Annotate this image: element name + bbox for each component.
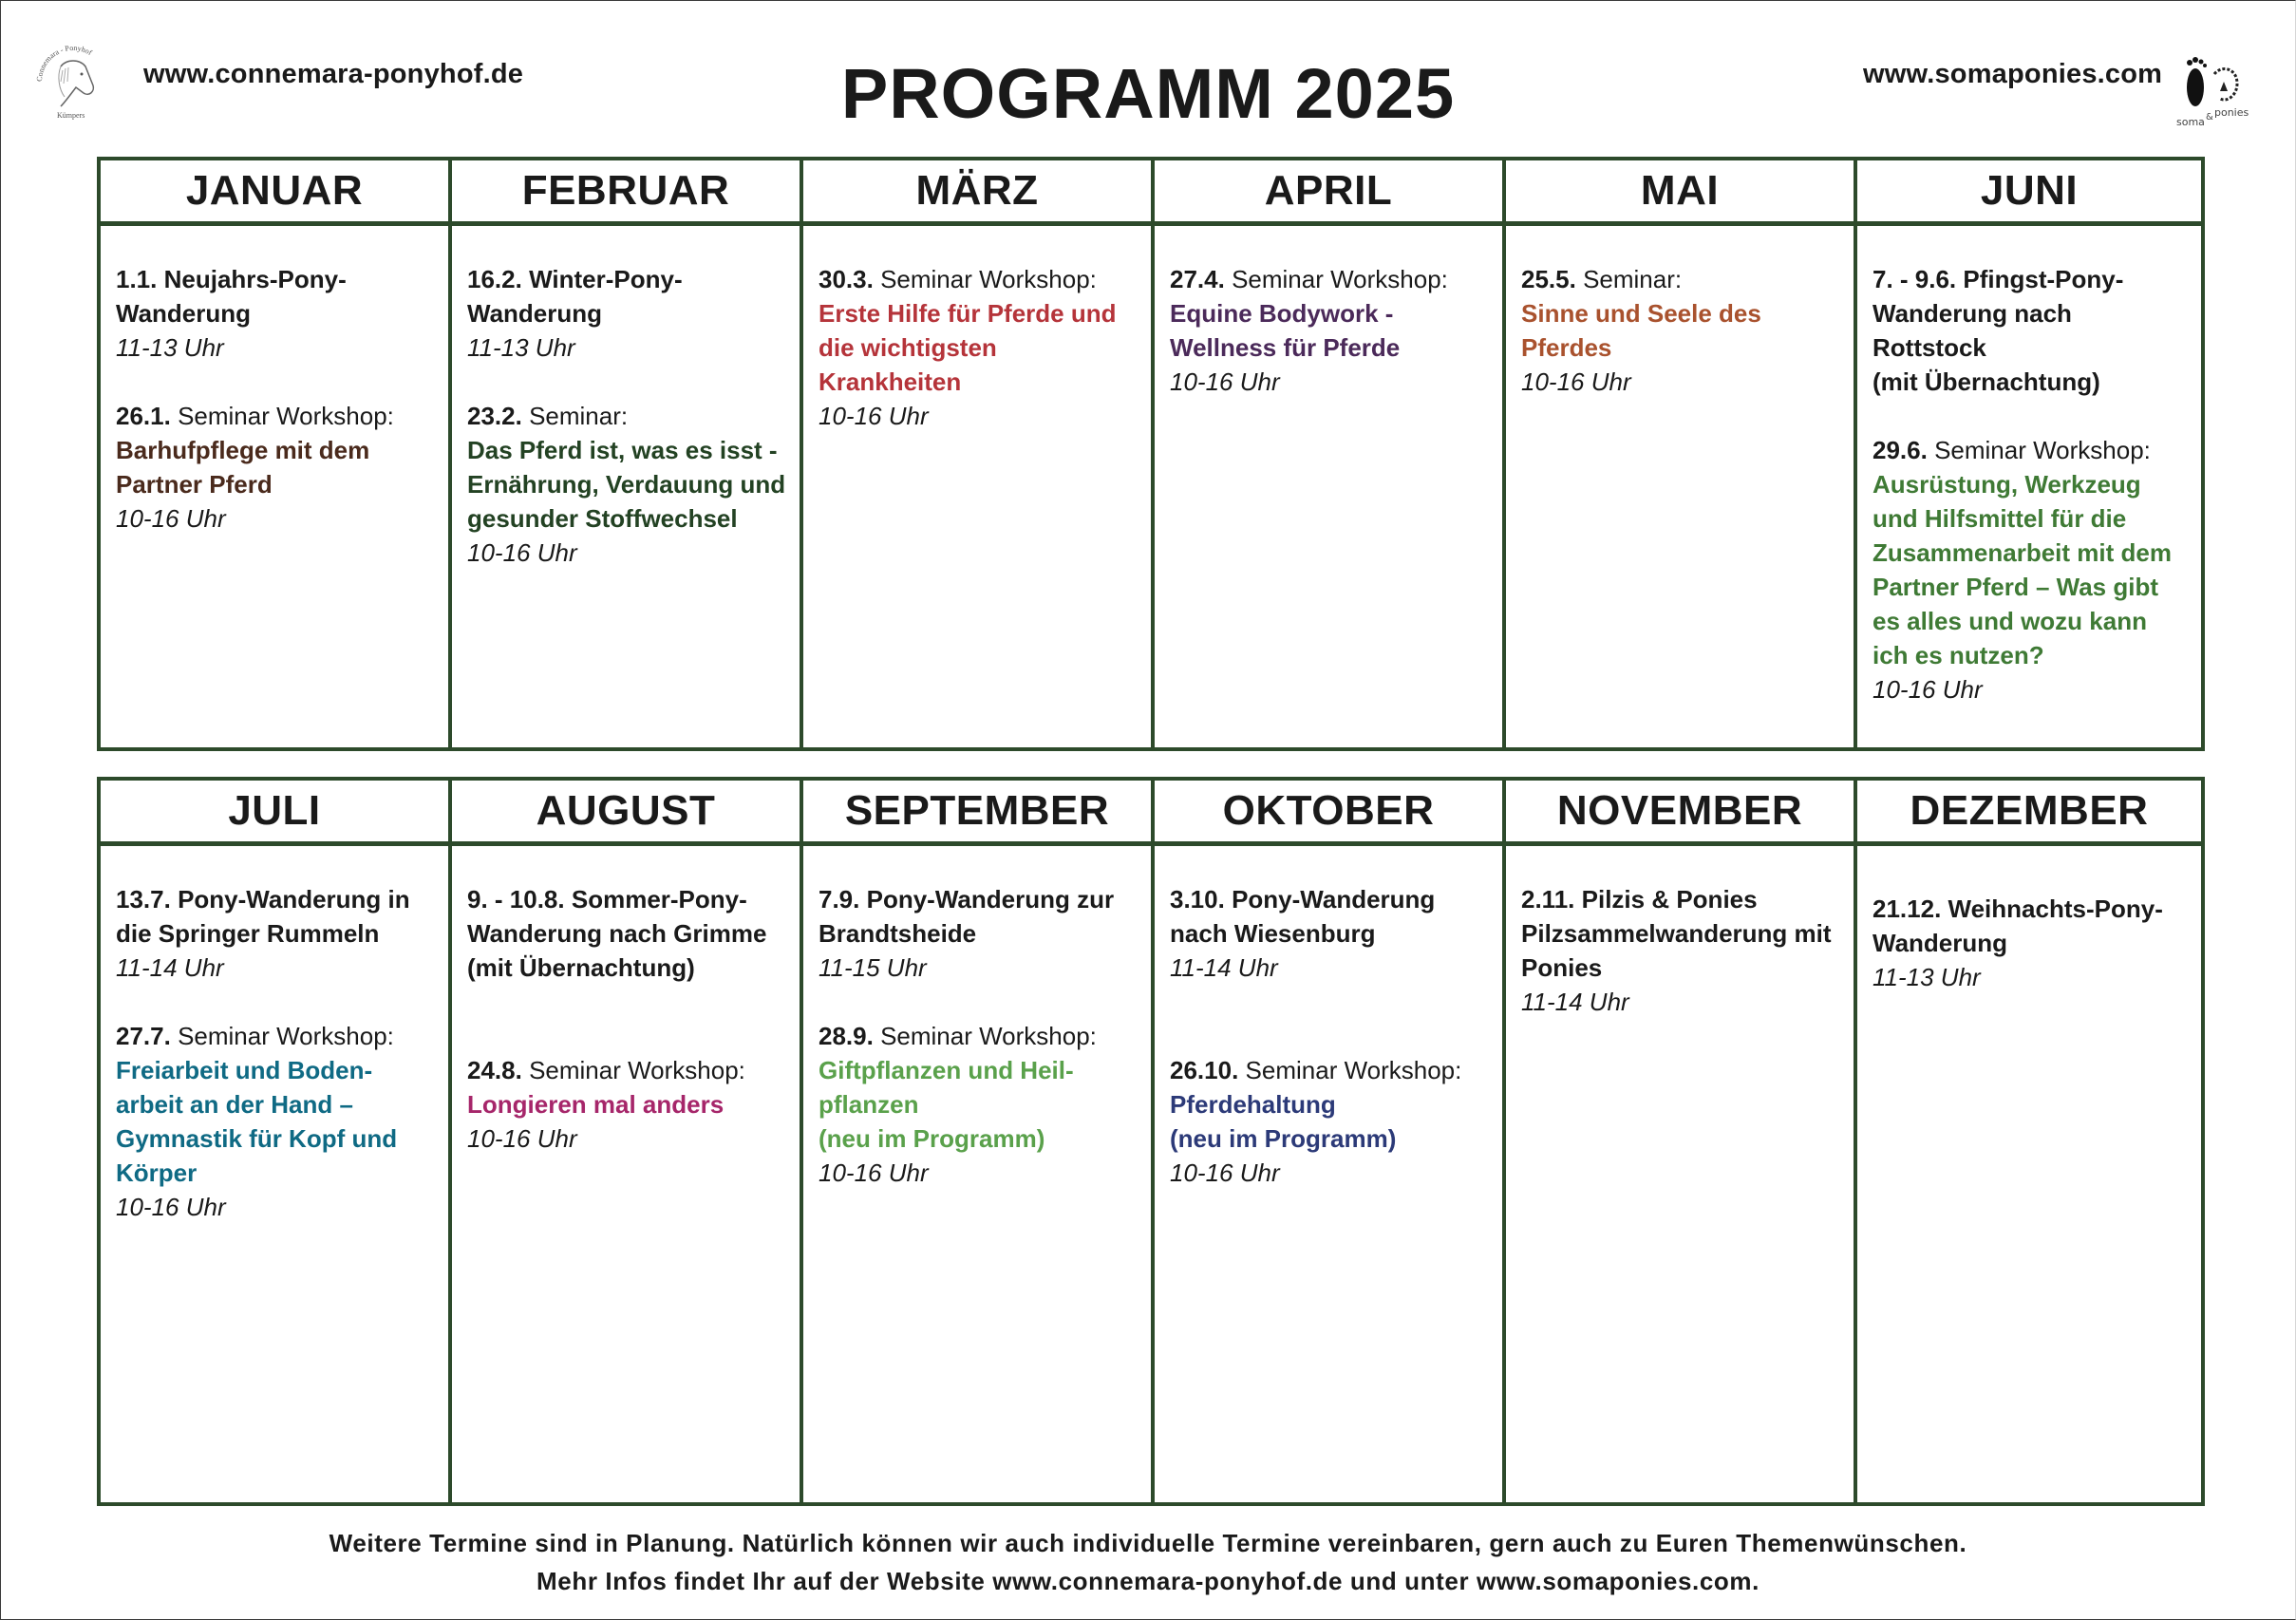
month-body <box>452 846 800 1506</box>
event-time: 11-14 Uhr <box>1521 988 1629 1016</box>
event-item <box>1873 892 2188 994</box>
event-topic: Sinne und Seele des Pferdes <box>1521 299 1761 362</box>
month-juni <box>1854 157 2205 751</box>
event-date: 23.2. <box>467 402 522 430</box>
event-time: 11-13 Uhr <box>1873 963 1981 991</box>
event-time: 10-16 Uhr <box>467 538 577 567</box>
month-body <box>1506 226 1854 751</box>
event-date: 26.1. <box>116 402 171 430</box>
event-time: 11-13 Uhr <box>467 333 575 362</box>
event-time: 10-16 Uhr <box>1521 367 1631 396</box>
event-type: Seminar Workshop: <box>1232 265 1448 293</box>
event-time: 11-13 Uhr <box>116 333 224 362</box>
event-time: 10-16 Uhr <box>1170 367 1280 396</box>
event-item <box>819 1019 1138 1190</box>
new-in-program-badge: (neu im Programm) <box>1170 1124 1397 1153</box>
month-januar <box>97 157 448 751</box>
event-topic: Freiarbeit und Boden-arbeit an der Hand – Gymnastik für Kopf und Körper <box>116 1056 398 1187</box>
event-date: 29.6. <box>1873 436 1928 464</box>
event-date: 16.2. <box>467 265 522 293</box>
event-item <box>1170 882 1489 985</box>
month-februar <box>448 157 800 751</box>
footer-note-planning: Weitere Termine sind in Planung. Natürlich können wir auch individuelle Termine vereinbaren, gern auch zu Euren Themenwünschen. <box>329 1529 1967 1557</box>
event-title: Sommer-Pony-Wanderung nach Grimme <box>467 885 767 948</box>
month-juli <box>97 777 448 1506</box>
event-topic: Equine Bodywork - Wellness für Pferde <box>1170 299 1401 362</box>
event-date: 2.11. <box>1521 885 1575 914</box>
month-body <box>803 846 1151 1506</box>
month-september <box>800 777 1151 1506</box>
event-type: Seminar Workshop: <box>529 1056 745 1084</box>
event-type: Seminar Workshop: <box>178 402 394 430</box>
event-date: 3.10. <box>1170 885 1225 914</box>
month-november <box>1502 777 1854 1506</box>
month-header: OKTOBER <box>1155 777 1502 846</box>
event-type: Seminar Workshop: <box>1245 1056 1462 1084</box>
event-title: Pony-Wanderung nach Wiesenburg <box>1170 885 1436 948</box>
event-date: 27.7. <box>116 1022 171 1050</box>
event-topic: Ausrüstung, Werkzeug und Hilfsmittel für die Zusammenarbeit mit dem Partner Pferd – Was gibt es alles und wozu kann ich es nutzen? <box>1873 470 2172 669</box>
event-date: 7. - 9.6. <box>1873 265 1957 293</box>
month-april <box>1151 157 1502 751</box>
event-item <box>1521 262 1840 399</box>
event-title: Pony-Wanderung in die Springer Rummeln <box>116 885 410 948</box>
month-body <box>1857 226 2201 751</box>
event-date: 9. - 10.8. <box>467 885 565 914</box>
month-header: JANUAR <box>101 157 448 226</box>
month-oktober <box>1151 777 1502 1506</box>
calendar-row-2 <box>97 777 2205 1506</box>
month-body <box>1155 846 1502 1506</box>
event-item <box>819 882 1138 985</box>
event-item <box>467 882 786 985</box>
month-body <box>452 226 800 751</box>
website-link-connemara[interactable]: www.connemara-ponyhof.de <box>143 59 524 89</box>
month-header: AUGUST <box>452 777 800 846</box>
event-date: 21.12. <box>1873 895 1942 923</box>
event-title: Weihnachts-Pony-Wanderung <box>1873 895 2163 957</box>
event-type: Seminar Workshop: <box>880 265 1097 293</box>
event-date: 25.5. <box>1521 265 1576 293</box>
event-type: Seminar Workshop: <box>880 1022 1097 1050</box>
month-body <box>1506 846 1854 1506</box>
event-title: Neujahrs-Pony-Wanderung <box>116 265 347 328</box>
event-date: 7.9. <box>819 885 860 914</box>
calendar-row-1 <box>97 157 2205 751</box>
month-body <box>1857 846 2201 1506</box>
event-date: 13.7. <box>116 885 171 914</box>
month-header: MAI <box>1506 157 1854 226</box>
page-title: PROGRAMM 2025 <box>840 54 1456 133</box>
event-note: (mit Übernachtung) <box>1873 367 2100 396</box>
month-body <box>101 226 448 751</box>
event-item <box>1170 1053 1489 1190</box>
month-header: APRIL <box>1155 157 1502 226</box>
event-topic: Longieren mal anders <box>467 1090 725 1119</box>
event-topic: Das Pferd ist, was es isst - Ernährung, Verdauung und gesunder Stoffwechsel <box>467 436 786 533</box>
event-item <box>116 399 435 536</box>
event-topic: Barhufpflege mit dem Partner Pferd <box>116 436 370 499</box>
event-time: 10-16 Uhr <box>1170 1158 1280 1187</box>
event-note: (mit Übernachtung) <box>467 953 695 982</box>
svg-text:&: & <box>2206 112 2213 122</box>
month-body <box>101 846 448 1506</box>
soma-ponies-logo <box>2174 47 2266 129</box>
event-time: 10-16 Uhr <box>467 1124 577 1153</box>
new-in-program-badge: (neu im Programm) <box>819 1124 1045 1153</box>
event-time: 10-16 Uhr <box>1873 675 1983 704</box>
event-title: Pony-Wanderung zur Brandtsheide <box>819 885 1115 948</box>
event-type: Seminar Workshop: <box>178 1022 394 1050</box>
event-item <box>1873 433 2188 706</box>
event-item <box>116 1019 435 1224</box>
month-header: FEBRUAR <box>452 157 800 226</box>
event-type: Seminar: <box>1583 265 1683 293</box>
event-time: 11-14 Uhr <box>1170 953 1278 982</box>
event-item <box>467 1053 786 1156</box>
event-topic: Pferdehaltung <box>1170 1090 1336 1119</box>
footprint-icon <box>2174 47 2266 129</box>
event-item <box>116 262 435 365</box>
month-body <box>1155 226 1502 751</box>
svg-text:Kümpers: Kümpers <box>57 111 85 120</box>
event-date: 1.1. <box>116 265 158 293</box>
month-header: SEPTEMBER <box>803 777 1151 846</box>
event-type: Seminar Workshop: <box>1934 436 2151 464</box>
event-item <box>467 399 786 570</box>
event-item <box>1170 262 1489 399</box>
event-title: Pilzis & Ponies Pilzsammelwanderung mit Ponies <box>1521 885 1832 982</box>
event-topic: Erste Hilfe für Pferde und die wichtigsten Krankheiten <box>819 299 1117 396</box>
month-header: NOVEMBER <box>1506 777 1854 846</box>
month-mai <box>1502 157 1854 751</box>
event-date: 30.3. <box>819 265 874 293</box>
event-item <box>116 882 435 985</box>
event-time: 11-14 Uhr <box>116 953 224 982</box>
event-time: 10-16 Uhr <box>819 1158 929 1187</box>
month-header: DEZEMBER <box>1857 777 2201 846</box>
website-link-somaponies[interactable]: www.somaponies.com <box>1863 59 2163 89</box>
event-topic: Giftpflanzen und Heil-pflanzen <box>819 1056 1074 1119</box>
event-time: 10-16 Uhr <box>116 504 226 533</box>
event-date: 27.4. <box>1170 265 1225 293</box>
event-item <box>467 262 786 365</box>
month-header: JULI <box>101 777 448 846</box>
month-body <box>803 226 1151 751</box>
event-time: 10-16 Uhr <box>819 402 929 430</box>
event-time: 11-15 Uhr <box>819 953 927 982</box>
svg-text:soma: soma <box>2176 116 2205 128</box>
month-dezember <box>1854 777 2205 1506</box>
event-date: 24.8. <box>467 1056 522 1084</box>
event-item <box>1873 262 2188 399</box>
event-title: Pfingst-Pony-Wanderung nach Rottstock <box>1873 265 2124 362</box>
footer-note-websites: Mehr Infos findet Ihr auf der Website www.connemara-ponyhof.de und unter www.somaponies.com. <box>536 1567 1760 1595</box>
event-item <box>1521 882 1840 1019</box>
month-header: MÄRZ <box>803 157 1151 226</box>
svg-text:Connemara - Ponyhof: Connemara - Ponyhof <box>34 43 94 83</box>
month-maerz <box>800 157 1151 751</box>
event-time: 10-16 Uhr <box>116 1193 226 1221</box>
month-august <box>448 777 800 1506</box>
event-title: Winter-Pony-Wanderung <box>467 265 683 328</box>
svg-text:ponies: ponies <box>2214 106 2249 119</box>
event-item <box>819 262 1138 433</box>
event-type: Seminar: <box>529 402 629 430</box>
month-header: JUNI <box>1857 157 2201 226</box>
event-date: 26.10. <box>1170 1056 1239 1084</box>
event-date: 28.9. <box>819 1022 874 1050</box>
